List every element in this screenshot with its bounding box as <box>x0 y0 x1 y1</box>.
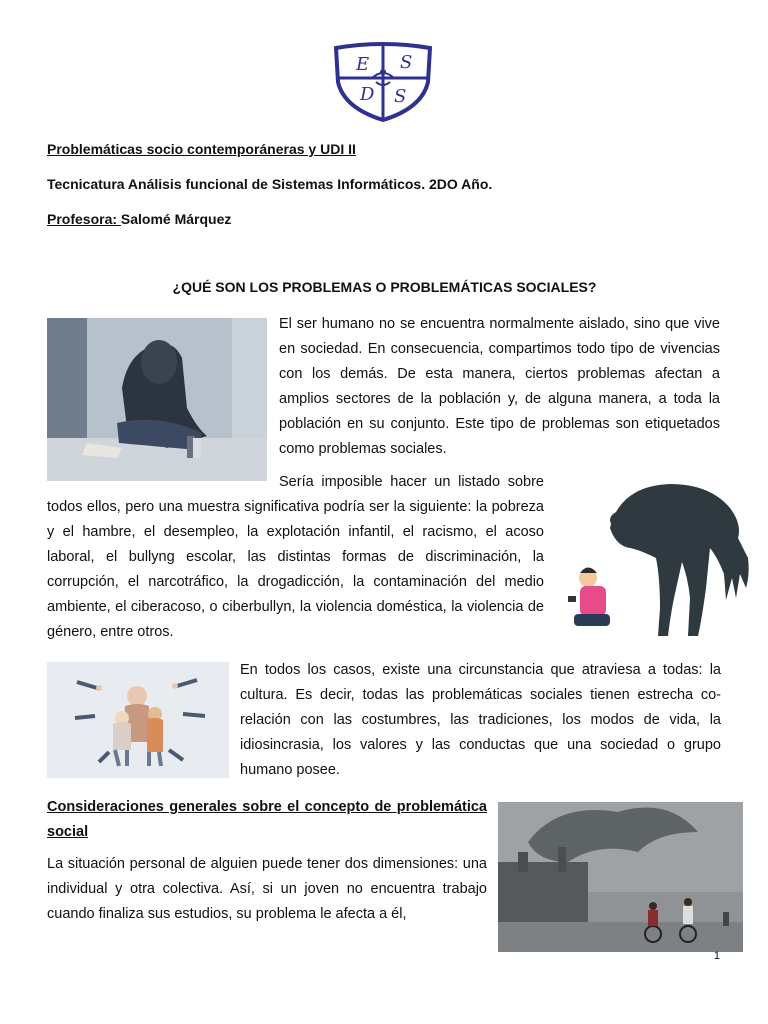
homeless-person-photo <box>47 318 267 481</box>
teacher-line <box>47 211 231 227</box>
pollution-cyclists-photo <box>498 802 743 952</box>
school-crest-logo <box>332 42 434 122</box>
cyberbullying-shadow-illustration <box>560 478 755 638</box>
course-title: Problemáticas socio contemporáneras y UDI II <box>47 141 356 157</box>
page-number: 1 <box>713 950 720 962</box>
teacher-name: Salomé Márquez <box>120 211 232 227</box>
crest-letter-s2: S <box>394 86 407 107</box>
section-heading: ¿QUÉ SON LOS PROBLEMAS O PROBLEMÁTICAS SOCIALES? <box>172 279 597 295</box>
teacher-label: Profesora: <box>47 211 121 227</box>
crest-letter-s1: S <box>400 52 413 73</box>
pointing-fingers-illustration <box>47 662 229 778</box>
crest-letter-d: D <box>360 84 375 105</box>
paragraph-culture: En todos los casos, existe una circunstancia que atraviesa a todas: la cultura. Es decir, todas las problemáticas sociales tienen estrecha co-relación con las costumbres, las tradiciones, los modos de vida, la idiosincrasia, los valores y las conductas que una sociedad o grupo humano posee. <box>240 662 721 778</box>
paragraph-problem-list: Sería imposible hacer un listado sobre todos ellos, pero una muestra significativa podría ser la siguiente: la pobreza y el hambre, el desempleo, la explotación infantil, el racismo, el acoso laboral, el bullyng escolar, las distintas formas de discriminación, la corrupción, el narcotráfico, la drogadicción, la contaminación del medio ambiente, el ciberacoso, o ciberbullyn, la violencia doméstica, la violencia de género, entre otros. <box>47 474 544 640</box>
paragraph-social-problems-intro: El ser humano no se encuentra normalmente aislado, sino que vive en sociedad. En consecuencia, compartimos todo tipo de vivencias con los demás. De esta manera, ciertos problemas afectan a amplios sectores de la población y, de alguna manera, a toda la población en su conjunto. Este tipo de problemas son etiquetados como problemas sociales. <box>279 316 720 457</box>
program-title: Tecnicatura Análisis funcional de Sistemas Informáticos. 2DO Año. <box>47 176 493 192</box>
crest-letter-e: E <box>356 54 370 75</box>
paragraph-personal-situation: La situación personal de alguien puede tener dos dimensiones: una individual y otra colectiva. Así, si un joven no encuentra trabajo cuando finaliza sus estudios, su problema le afecta a él, <box>47 856 487 922</box>
subheading-general-considerations: Consideraciones generales sobre el concepto de problemática social <box>47 799 487 840</box>
